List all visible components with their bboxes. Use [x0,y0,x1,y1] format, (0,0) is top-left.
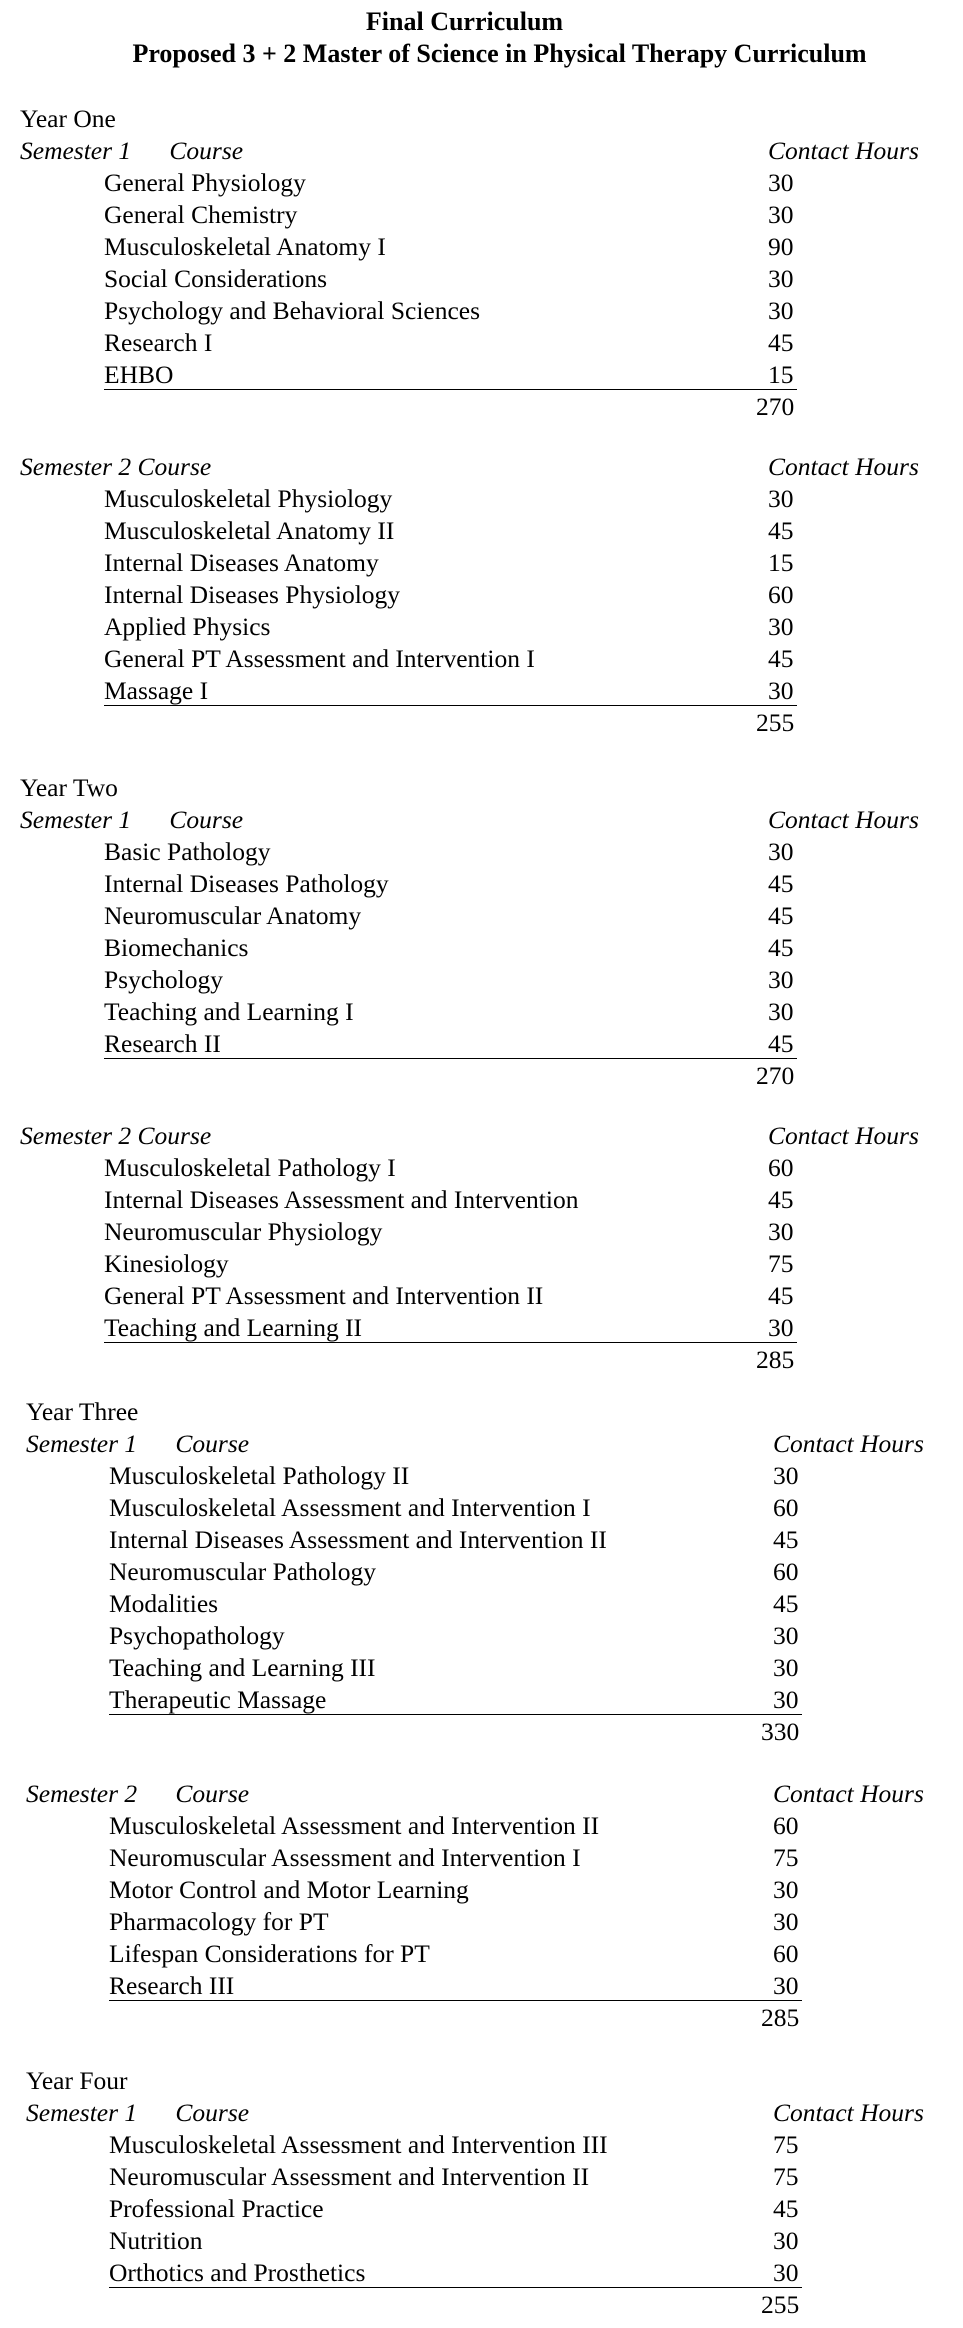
course-hours: 60 [773,1493,799,1522]
course-hours: 75 [773,2130,799,2159]
course-name: Kinesiology [104,1249,229,1278]
semester-heading: Semester 1 Course [26,1429,250,1458]
course-name: Teaching and Learning II [104,1313,363,1342]
course-hours: 30 [773,1971,799,2000]
course-hours: 45 [768,644,794,673]
course-name: General Physiology [104,168,306,197]
course-hours: 30 [768,296,794,325]
course-name: Musculoskeletal Pathology I [104,1153,396,1182]
course-name: EHBO [104,360,174,389]
contact-hours-heading: Contact Hours [768,805,919,834]
semester-total: 285 [761,2003,800,2032]
course-name: Musculoskeletal Pathology II [109,1461,410,1490]
contact-hours-heading: Contact Hours [768,452,919,481]
course-name: Internal Diseases Anatomy [104,548,379,577]
course-hours: 30 [768,1217,794,1246]
total-divider [104,705,797,706]
course-hours: 30 [768,997,794,1026]
course-name: Modalities [109,1589,219,1618]
course-hours: 30 [768,612,794,641]
course-hours: 45 [773,1525,799,1554]
course-hours: 30 [773,2226,799,2255]
course-hours: 30 [773,1875,799,1904]
contact-hours-heading: Contact Hours [768,1121,919,1150]
course-hours: 60 [773,1557,799,1586]
course-name: Orthotics and Prosthetics [109,2258,366,2287]
course-hours: 15 [768,360,794,389]
course-name: Musculoskeletal Assessment and Intervention III [109,2130,608,2159]
course-name: Psychology [104,965,224,994]
course-name: Nutrition [109,2226,203,2255]
course-name: Neuromuscular Pathology [109,1557,376,1586]
course-name: Internal Diseases Assessment and Intervention II [109,1525,607,1554]
semester-heading: Semester 1 Course [26,2098,250,2127]
course-name: Musculoskeletal Physiology [104,484,393,513]
course-hours: 30 [768,484,794,513]
course-hours: 45 [773,2194,799,2223]
contact-hours-heading: Contact Hours [773,2098,924,2127]
contact-hours-heading: Contact Hours [768,136,919,165]
total-divider [104,1058,797,1059]
year-heading: Year One [20,104,116,133]
course-name: Teaching and Learning I [104,997,354,1026]
course-hours: 60 [773,1939,799,1968]
course-name: Teaching and Learning III [109,1653,376,1682]
total-divider [109,2287,802,2288]
course-name: Psychology and Behavioral Sciences [104,296,481,325]
course-hours: 30 [773,1461,799,1490]
course-name: Lifespan Considerations for PT [109,1939,430,1968]
course-hours: 30 [768,168,794,197]
contact-hours-heading: Contact Hours [773,1429,924,1458]
course-name: Internal Diseases Pathology [104,869,389,898]
semester-total: 270 [756,392,795,421]
document-title: Final Curriculum [365,7,564,36]
course-hours: 30 [768,200,794,229]
course-hours: 45 [768,1185,794,1214]
course-name: Internal Diseases Assessment and Intervention [104,1185,579,1214]
course-hours: 45 [768,901,794,930]
course-name: Musculoskeletal Anatomy II [104,516,395,545]
semester-heading: Semester 1 Course [20,136,244,165]
total-divider [109,1714,802,1715]
semester-total: 255 [756,708,795,737]
course-hours: 30 [768,837,794,866]
course-hours: 60 [773,1811,799,1840]
course-hours: 60 [768,1153,794,1182]
course-hours: 30 [773,1907,799,1936]
course-name: Neuromuscular Physiology [104,1217,383,1246]
course-hours: 90 [768,232,794,261]
course-name: Musculoskeletal Assessment and Intervention II [109,1811,600,1840]
semester-heading: Semester 2 Course [20,452,212,481]
course-hours: 15 [768,548,794,577]
semester-heading: Semester 1 Course [20,805,244,834]
course-name: Musculoskeletal Assessment and Intervention I [109,1493,591,1522]
course-name: Professional Practice [109,2194,324,2223]
course-hours: 45 [768,328,794,357]
course-name: General PT Assessment and Intervention II [104,1281,544,1310]
course-name: Applied Physics [104,612,271,641]
course-name: Musculoskeletal Anatomy I [104,232,386,261]
course-hours: 45 [768,1281,794,1310]
course-hours: 75 [773,2162,799,2191]
course-hours: 30 [768,965,794,994]
course-name: Social Considerations [104,264,328,293]
year-heading: Year Four [26,2066,128,2095]
course-name: General Chemistry [104,200,298,229]
total-divider [109,2000,802,2001]
course-name: Neuromuscular Assessment and Intervention I [109,1843,581,1872]
course-name: Research II [104,1029,221,1058]
course-name: Research III [109,1971,235,2000]
course-hours: 30 [768,676,794,705]
total-divider [104,389,797,390]
course-name: Therapeutic Massage [109,1685,327,1714]
course-name: Internal Diseases Physiology [104,580,401,609]
year-heading: Year Three [26,1397,139,1426]
course-hours: 45 [768,869,794,898]
course-hours: 30 [773,1653,799,1682]
course-hours: 60 [768,580,794,609]
course-name: Motor Control and Motor Learning [109,1875,469,1904]
course-hours: 75 [768,1249,794,1278]
document-subtitle: Proposed 3 + 2 Master of Science in Physical Therapy Curriculum [132,39,867,68]
course-hours: 75 [773,1843,799,1872]
course-hours: 30 [773,1621,799,1650]
course-hours: 45 [768,933,794,962]
course-hours: 30 [768,1313,794,1342]
course-name: Biomechanics [104,933,249,962]
semester-heading: Semester 2 Course [26,1779,250,1808]
course-hours: 45 [773,1589,799,1618]
course-name: Pharmacology for PT [109,1907,329,1936]
total-divider [104,1342,797,1343]
course-hours: 45 [768,1029,794,1058]
course-name: Psychopathology [109,1621,285,1650]
course-name: Massage I [104,676,209,705]
semester-total: 285 [756,1345,795,1374]
course-name: Research I [104,328,213,357]
course-name: General PT Assessment and Intervention I [104,644,535,673]
course-hours: 30 [768,264,794,293]
semester-total: 330 [761,1717,800,1746]
semester-heading: Semester 2 Course [20,1121,212,1150]
semester-total: 255 [761,2290,800,2319]
semester-total: 270 [756,1061,795,1090]
course-name: Basic Pathology [104,837,271,866]
course-hours: 45 [768,516,794,545]
course-hours: 30 [773,1685,799,1714]
course-name: Neuromuscular Anatomy [104,901,362,930]
year-heading: Year Two [20,773,118,802]
course-name: Neuromuscular Assessment and Intervention II [109,2162,590,2191]
course-hours: 30 [773,2258,799,2287]
contact-hours-heading: Contact Hours [773,1779,924,1808]
